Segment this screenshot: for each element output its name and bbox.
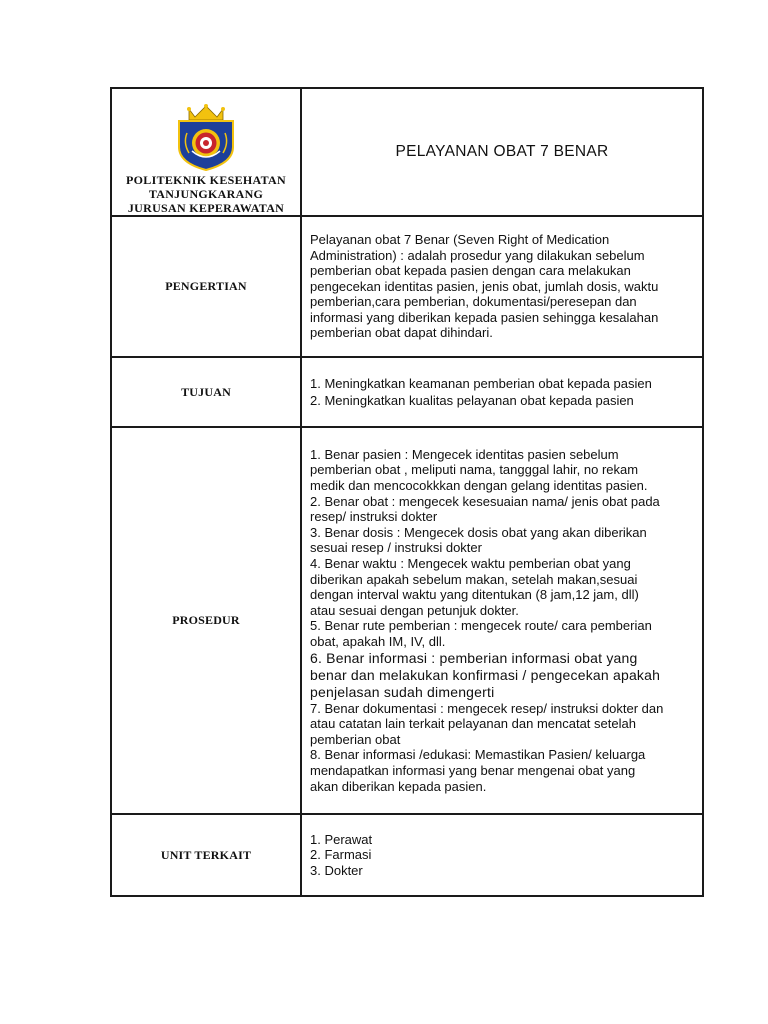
- pengertian-line: pengecekan identitas pasien, jenis obat, jumlah dosis, waktu: [310, 278, 659, 294]
- list-item: 2. Farmasi: [310, 847, 372, 863]
- pengertian-line: pemberian obat dapat dihindari.: [310, 325, 493, 341]
- prosedur-line: atau sesuai dengan petunjuk dokter.: [310, 602, 519, 618]
- unit-terkait-label: UNIT TERKAIT: [111, 814, 301, 896]
- list-item: 2. Meningkatkan kualitas pelayanan obat kepada pasien: [310, 393, 634, 408]
- prosedur-item: [310, 747, 696, 794]
- header-row: [111, 88, 703, 216]
- prosedur-line: 5. Benar rute pemberian : mengecek route/ cara pemberian: [310, 618, 652, 634]
- list-item: 1. Perawat: [310, 831, 373, 847]
- prosedur-line: diberikan apakah sebelum makan, setelah makan,sesuai: [310, 571, 638, 587]
- institution-line: TANJUNGKARANG: [148, 187, 264, 201]
- institution-crest-icon: [175, 103, 237, 171]
- unit-terkait-row: [111, 814, 703, 896]
- pengertian-line: Administration) : adalah prosedur yang dilakukan sebelum: [310, 247, 645, 263]
- prosedur-item: [310, 447, 696, 494]
- document-title: PELAYANAN OBAT 7 BENAR: [301, 88, 703, 216]
- prosedur-row: [111, 427, 703, 814]
- unit-terkait-content: [301, 814, 703, 896]
- list-item: 1. Meningkatkan keamanan pemberian obat kepada pasien: [310, 376, 652, 391]
- prosedur-line: resep/ instruksi dokter: [310, 509, 438, 525]
- institution-name: [112, 173, 300, 215]
- prosedur-line: 8. Benar informasi /edukasi: Memastikan Pasien/ keluarga: [310, 747, 646, 763]
- prosedur-item: [310, 650, 696, 701]
- pengertian-line: informasi yang diberikan kepada pasien sehingga kesalahan: [310, 309, 659, 325]
- unit-terkait-list: [310, 832, 696, 879]
- prosedur-line: sesuai resep / instruksi dokter: [310, 540, 482, 556]
- prosedur-item: [310, 701, 696, 748]
- prosedur-line: 3. Benar dosis : Mengecek dosis obat yang akan diberikan: [310, 524, 647, 540]
- prosedur-line: 4. Benar waktu : Mengecek waktu pemberian obat yang: [310, 556, 631, 572]
- tujuan-row: [111, 357, 703, 427]
- pengertian-line: pemberian obat kepada pasien dengan cara melakukan: [310, 263, 631, 279]
- prosedur-item: [310, 556, 696, 618]
- pengertian-line: pemberian,cara pemberian, dokumentasi/peresepan dan: [310, 294, 637, 310]
- sop-table: [110, 87, 704, 897]
- prosedur-line: pemberian obat , meliputi nama, tangggal lahir, no rekam: [310, 462, 639, 478]
- institution-line: JURUSAN KEPERAWATAN: [127, 201, 285, 215]
- prosedur-line: benar dan melakukan konfirmasi / pengecekan apakah: [310, 666, 661, 683]
- prosedur-line: akan diberikan kepada pasien.: [310, 778, 487, 794]
- prosedur-line: medik dan mencocokkkan dengan gelang identitas pasien.: [310, 478, 648, 494]
- prosedur-line: penjelasan sudah dimengerti: [310, 683, 495, 700]
- prosedur-line: 6. Benar informasi : pemberian informasi obat yang: [310, 649, 638, 666]
- institution-cell: [111, 88, 301, 216]
- prosedur-line: mendapatkan informasi yang benar mengenai obat yang: [310, 762, 636, 778]
- pengertian-label: PENGERTIAN: [111, 216, 301, 357]
- prosedur-label: PROSEDUR: [111, 427, 301, 814]
- list-item: 3. Dokter: [310, 862, 363, 878]
- prosedur-line: atau catatan lain terkait pelayanan dan mencatat setelah: [310, 716, 636, 732]
- prosedur-line: 1. Benar pasien : Mengecek identitas pasien sebelum: [310, 446, 619, 462]
- tujuan-content: [301, 357, 703, 427]
- prosedur-line: 2. Benar obat : mengecek kesesuaian nama/ jenis obat pada: [310, 493, 660, 509]
- prosedur-line: 7. Benar dokumentasi : mengecek resep/ instruksi dokter dan: [310, 700, 664, 716]
- pengertian-content: [301, 216, 703, 357]
- prosedur-item: [310, 494, 696, 525]
- tujuan-label: TUJUAN: [111, 357, 301, 427]
- prosedur-item: [310, 525, 696, 556]
- tujuan-list: [310, 375, 696, 409]
- prosedur-line: pemberian obat: [310, 731, 401, 747]
- prosedur-content: [301, 427, 703, 814]
- pengertian-row: [111, 216, 703, 357]
- prosedur-item: [310, 618, 696, 649]
- prosedur-line: dengan interval waktu yang ditentukan (8 jam,12 jam, dll): [310, 587, 639, 603]
- institution-line: POLITEKNIK KESEHATAN: [126, 173, 286, 187]
- prosedur-line: obat, apakah IM, IV, dll.: [310, 633, 446, 649]
- pengertian-line: Pelayanan obat 7 Benar (Seven Right of Medication: [310, 231, 610, 247]
